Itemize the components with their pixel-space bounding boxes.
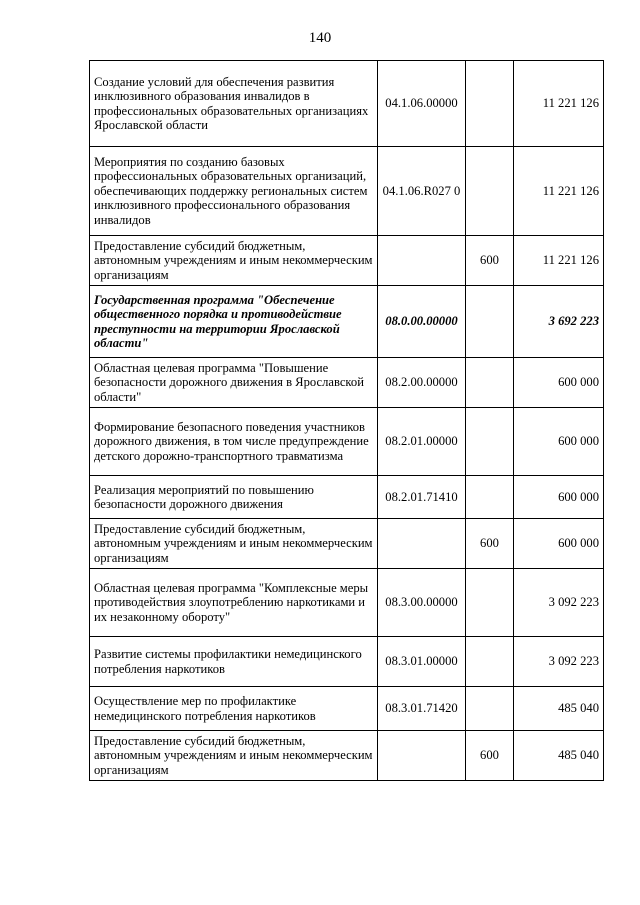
row-code: 04.1.06.00000 [378, 61, 466, 147]
row-amount: 600 000 [514, 358, 604, 408]
row-code [378, 731, 466, 781]
row-amount: 11 221 126 [514, 236, 604, 286]
row-amount: 600 000 [514, 408, 604, 476]
row-amount: 600 000 [514, 476, 604, 519]
row-type [466, 61, 514, 147]
row-type [466, 637, 514, 687]
row-name: Мероприятия по созданию базовых профессиональных образовательных организаций, обеспечивающих поддержку региональных систем инклюзивного профессионального образования инвалидов [90, 147, 378, 236]
row-code: 08.0.00.00000 [378, 286, 466, 358]
page-number: 140 [308, 30, 332, 46]
row-code: 08.2.01.00000 [378, 408, 466, 476]
row-name: Формирование безопасного поведения участников дорожного движения, в том числе предупреждение детского дорожно-транспортного травматизма [90, 408, 378, 476]
row-amount: 3 092 223 [514, 569, 604, 637]
row-code: 08.3.01.71420 [378, 687, 466, 731]
row-type [466, 569, 514, 637]
table-row [90, 519, 604, 569]
row-name: Реализация мероприятий по повышению безопасности дорожного движения [90, 476, 378, 519]
row-name: Предоставление субсидий бюджетным, автономным учреждениям и иным некоммерческим организациям [90, 519, 378, 569]
table-row [90, 569, 604, 637]
row-code: 08.3.01.00000 [378, 637, 466, 687]
row-code: 08.2.00.00000 [378, 358, 466, 408]
row-code: 08.2.01.71410 [378, 476, 466, 519]
table-row [90, 731, 604, 781]
table-row [90, 408, 604, 476]
row-type [466, 687, 514, 731]
row-name: Создание условий для обеспечения развития инклюзивного образования инвалидов в профессиональных образовательных организациях Ярославской области [90, 61, 378, 147]
table-row [90, 358, 604, 408]
budget-table [89, 60, 604, 781]
row-type [466, 408, 514, 476]
row-type [466, 286, 514, 358]
row-amount: 485 040 [514, 731, 604, 781]
row-code [378, 519, 466, 569]
row-name: Областная целевая программа "Повышение безопасности дорожного движения в Ярославской области" [90, 358, 378, 408]
table-row [90, 687, 604, 731]
table-row [90, 236, 604, 286]
row-name: Государственная программа "Обеспечение общественного порядка и противодействие преступности на территории Ярославской области" [90, 286, 378, 358]
row-type: 600 [466, 519, 514, 569]
row-name: Областная целевая программа "Комплексные меры противодействия злоупотреблению наркотиками и их незаконному обороту" [90, 569, 378, 637]
row-code [378, 236, 466, 286]
row-code: 04.1.06.R027 0 [378, 147, 466, 236]
table-row [90, 476, 604, 519]
row-type [466, 147, 514, 236]
row-name: Развитие системы профилактики немедицинского потребления наркотиков [90, 637, 378, 687]
row-name: Предоставление субсидий бюджетным, автономным учреждениям и иным некоммерческим организациям [90, 236, 378, 286]
row-type [466, 358, 514, 408]
table-row [90, 147, 604, 236]
row-amount: 3 692 223 [514, 286, 604, 358]
row-type: 600 [466, 731, 514, 781]
row-name: Осуществление мер по профилактике немедицинского потребления наркотиков [90, 687, 378, 731]
row-amount: 11 221 126 [514, 61, 604, 147]
row-code: 08.3.00.00000 [378, 569, 466, 637]
row-name: Предоставление субсидий бюджетным, автономным учреждениям и иным некоммерческим организациям [90, 731, 378, 781]
table-row [90, 61, 604, 147]
row-amount: 11 221 126 [514, 147, 604, 236]
row-amount: 485 040 [514, 687, 604, 731]
table-row [90, 637, 604, 687]
row-amount: 3 092 223 [514, 637, 604, 687]
row-type: 600 [466, 236, 514, 286]
table-row [90, 286, 604, 358]
row-type [466, 476, 514, 519]
row-amount: 600 000 [514, 519, 604, 569]
